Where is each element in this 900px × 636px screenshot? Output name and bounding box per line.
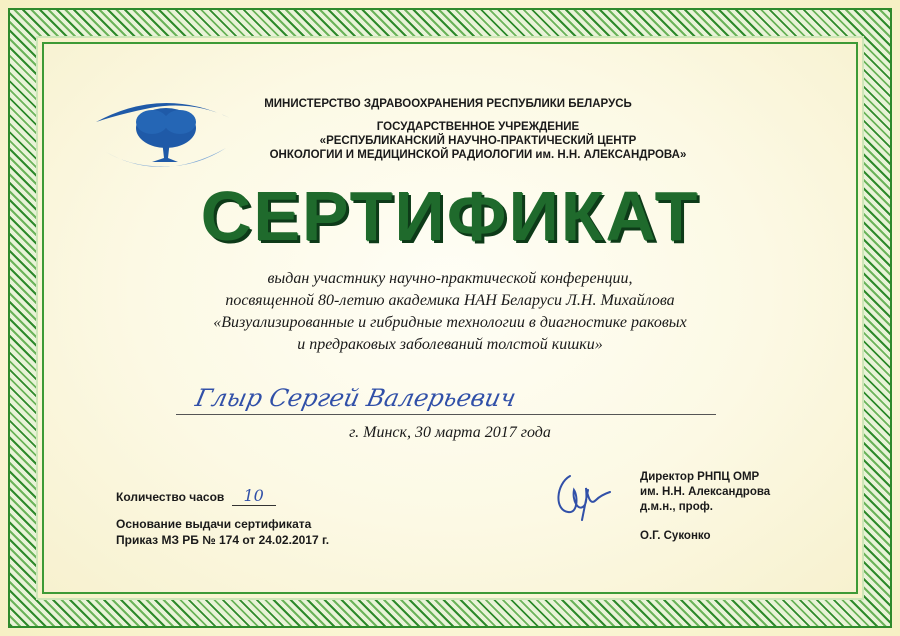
director-title [640, 470, 770, 515]
director-line: им. Н.Н. Александрова [640, 486, 771, 498]
issuance-basis [116, 516, 329, 548]
recipient-name: Глыр Сергей Валерьевич [193, 384, 519, 412]
director-line: Директор РНПЦ ОМР [640, 471, 760, 483]
signature-icon [548, 466, 618, 522]
description-line: выдан участнику научно-практической конференции, [267, 270, 633, 287]
hours-label: Количество часов [116, 490, 225, 504]
institution-name [248, 120, 708, 162]
recipient-underline [176, 414, 716, 415]
basis-order: Приказ МЗ РБ № 174 от 24.02.2017 г. [116, 533, 330, 547]
description-line: и предраковых заболеваний толстой кишки» [297, 336, 603, 353]
hours-value: 10 [232, 486, 276, 506]
institution-line: «РЕСПУБЛИКАНСКИЙ НАУЧНО-ПРАКТИЧЕСКИЙ ЦЕНТР [319, 135, 637, 147]
description-line: посвященной 80-летию академика НАН Беларуси Л.Н. Михайлова [225, 292, 675, 309]
hours-field [116, 486, 276, 506]
basis-label: Основание выдачи сертификата [116, 517, 312, 531]
description-line: «Визуализированные и гибридные технологии в диагностике раковых [213, 314, 687, 331]
director-name: О.Г. Суконко [640, 530, 711, 542]
institution-line: ОНКОЛОГИИ И МЕДИЦИНСКОЙ РАДИОЛОГИИ им. Н.Н. АЛЕКСАНДРОВА» [269, 149, 687, 161]
tree-eye-logo-icon [92, 92, 234, 178]
institution-line: ГОСУДАРСТВЕННОЕ УЧРЕЖДЕНИЕ [376, 121, 580, 133]
director-line: д.м.н., проф. [640, 501, 713, 513]
certificate-description [150, 268, 750, 356]
place-and-date: г. Минск, 30 марта 2017 года [349, 424, 551, 441]
certificate-title: СЕРТИФИКАТ [200, 177, 700, 255]
ministry-name: МИНИСТЕРСТВО ЗДРАВООХРАНЕНИЯ РЕСПУБЛИКИ БЕЛАРУСЬ [264, 98, 632, 110]
